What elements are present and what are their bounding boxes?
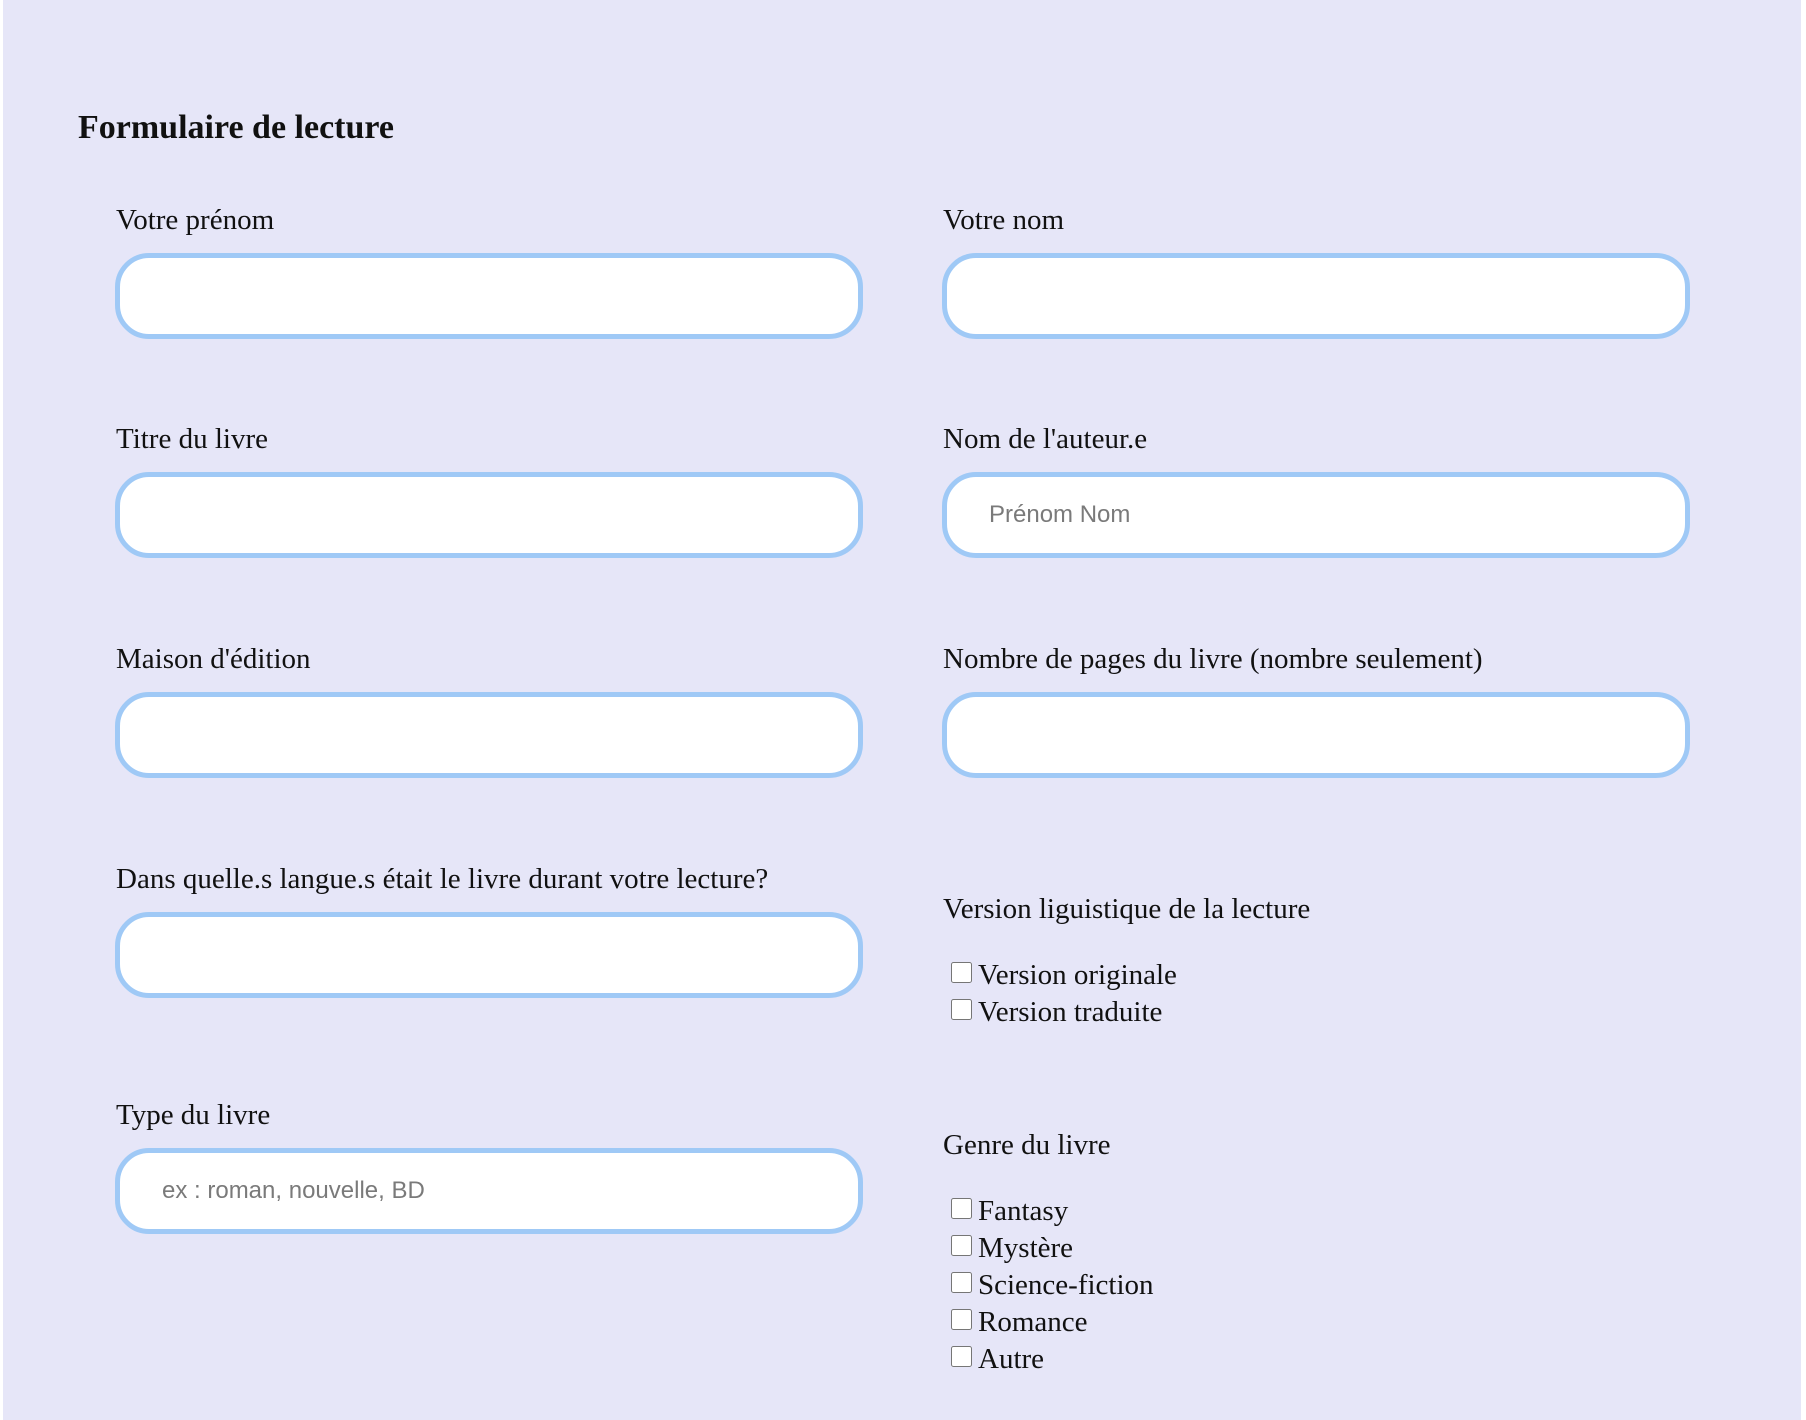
first-name-label: Votre prénom xyxy=(116,204,275,236)
genre-option[interactable] xyxy=(943,1193,1068,1229)
genre-option[interactable] xyxy=(943,1341,1044,1377)
version-option[interactable] xyxy=(943,994,1162,1030)
page-title: Formulaire de lecture xyxy=(78,109,394,146)
genre-checkbox[interactable] xyxy=(951,1198,972,1219)
page-count-input[interactable] xyxy=(942,692,1690,778)
genre-option-label: Romance xyxy=(978,1306,1088,1338)
genre-option[interactable] xyxy=(943,1267,1154,1303)
book-type-label: Type du livre xyxy=(116,1099,271,1131)
version-group-label: Version liguistique de la lecture xyxy=(943,893,1311,925)
first-name-input[interactable] xyxy=(115,253,863,339)
genre-checkbox[interactable] xyxy=(951,1272,972,1293)
version-option[interactable] xyxy=(943,957,1177,993)
last-name-label: Votre nom xyxy=(943,204,1065,236)
version-option-label: Version originale xyxy=(978,959,1177,991)
author-input[interactable] xyxy=(942,472,1690,558)
book-type-input[interactable] xyxy=(115,1148,863,1234)
genre-checkbox[interactable] xyxy=(951,1346,972,1367)
book-title-input[interactable] xyxy=(115,472,863,558)
languages-label: Dans quelle.s langue.s était le livre durant votre lecture? xyxy=(116,863,769,895)
form-panel xyxy=(3,0,1801,1420)
genre-group-label: Genre du livre xyxy=(943,1129,1111,1161)
genre-option-label: Fantasy xyxy=(978,1195,1069,1227)
last-name-input[interactable] xyxy=(942,253,1690,339)
publisher-label: Maison d'édition xyxy=(116,643,311,675)
genre-option-label: Mystère xyxy=(978,1232,1074,1264)
version-checkbox[interactable] xyxy=(951,999,972,1020)
languages-input[interactable] xyxy=(115,912,863,998)
page-count-label: Nombre de pages du livre (nombre seulement) xyxy=(943,643,1483,675)
version-option-label: Version traduite xyxy=(978,996,1163,1028)
genre-option-label: Autre xyxy=(978,1343,1045,1375)
genre-checkbox[interactable] xyxy=(951,1309,972,1330)
author-label: Nom de l'auteur.e xyxy=(943,423,1148,455)
genre-checkbox[interactable] xyxy=(951,1235,972,1256)
genre-option-label: Science-fiction xyxy=(978,1269,1154,1301)
genre-option[interactable] xyxy=(943,1230,1073,1266)
genre-option[interactable] xyxy=(943,1304,1088,1340)
book-title-label: Titre du livre xyxy=(116,423,268,455)
version-checkbox[interactable] xyxy=(951,962,972,983)
publisher-input[interactable] xyxy=(115,692,863,778)
